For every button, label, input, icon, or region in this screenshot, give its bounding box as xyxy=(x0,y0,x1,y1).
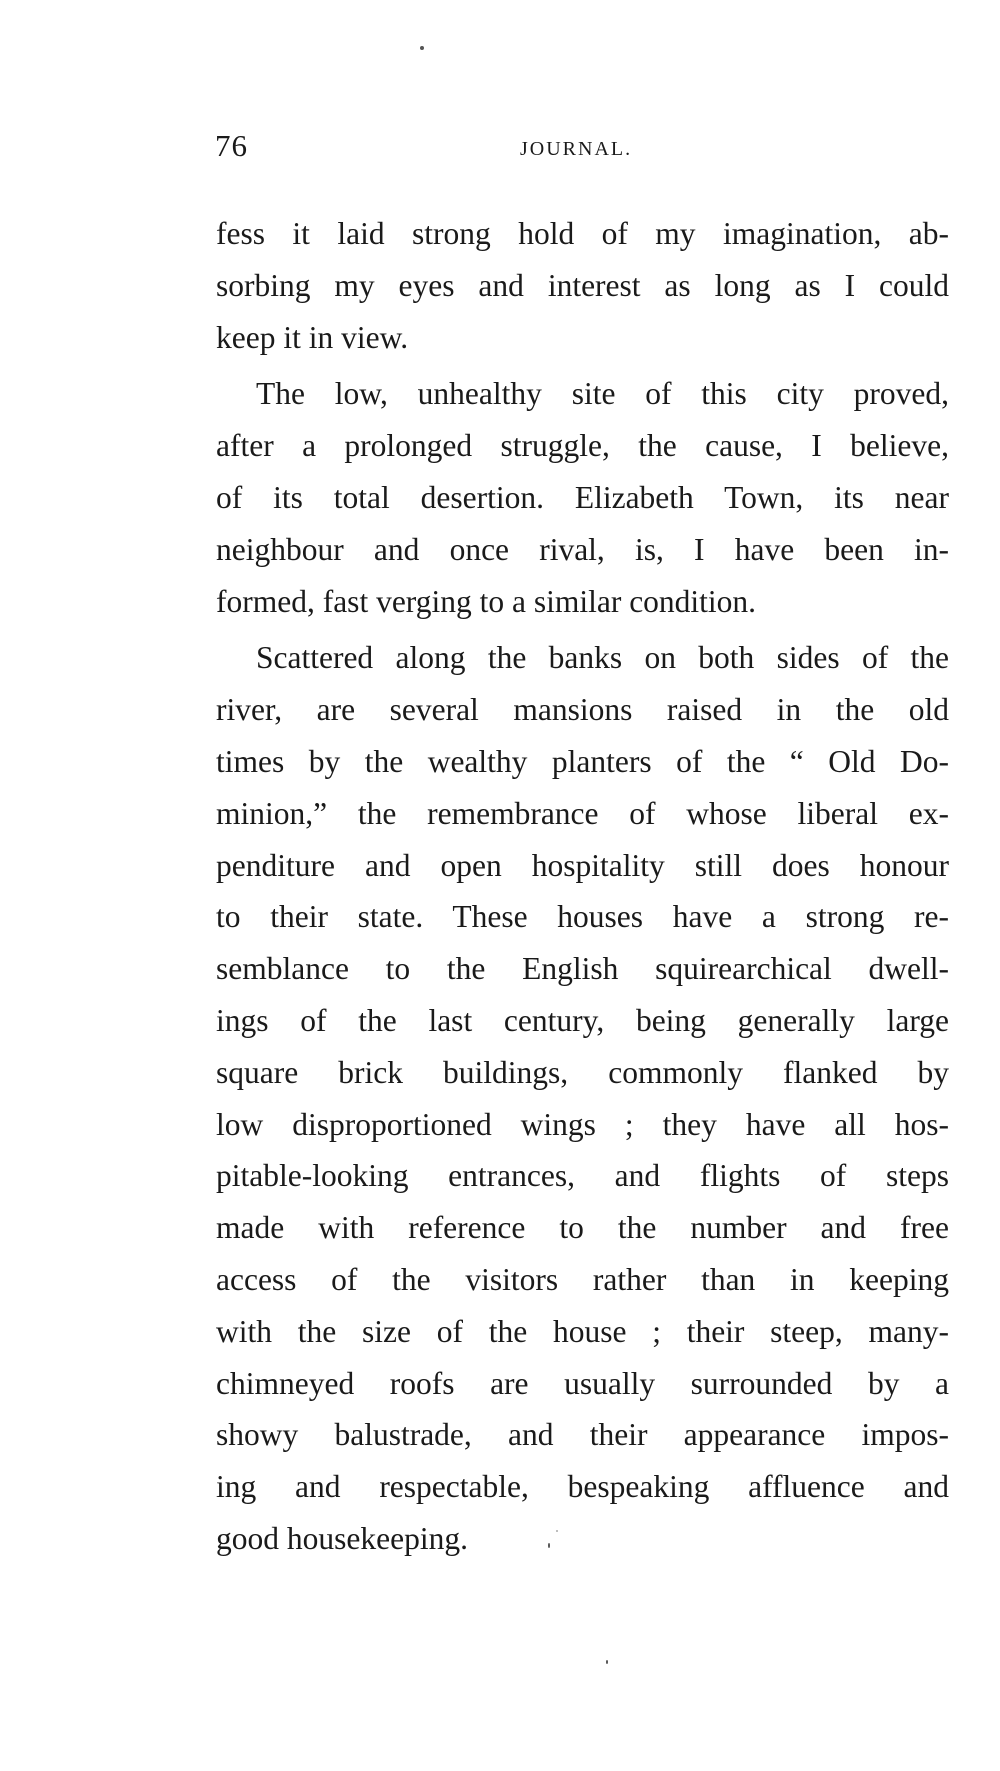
paragraph-1 xyxy=(216,208,949,363)
scan-speck xyxy=(556,1530,558,1532)
scan-speck xyxy=(548,1543,550,1548)
text-line: ings of the last century, being generally large xyxy=(216,1002,949,1038)
text-line: Scattered along the banks on both sides of the xyxy=(256,640,949,676)
body-text xyxy=(216,208,949,1565)
text-line: times by the wealthy planters of the “ Old Do- xyxy=(216,743,949,779)
text-line: of its total desertion. Elizabeth Town, its near xyxy=(216,479,949,515)
text-line: The low, unhealthy site of this city proved, xyxy=(256,376,949,412)
text-line: penditure and open hospitality still does honour xyxy=(216,847,949,883)
text-line: square brick buildings, commonly flanked by xyxy=(216,1054,949,1090)
text-line: with the size of the house ; their steep, many- xyxy=(216,1313,949,1349)
text-line: formed, fast verging to a similar condition. xyxy=(216,583,757,619)
text-line: access of the visitors rather than in keeping xyxy=(216,1261,949,1297)
text-line: ing and respectable, bespeaking affluence and xyxy=(216,1469,949,1505)
text-line: sorbing my eyes and interest as long as I could xyxy=(216,267,949,303)
scan-speck xyxy=(420,46,424,50)
running-title: JOURNAL. xyxy=(520,138,633,160)
page-number: 76 xyxy=(215,128,248,163)
text-line: minion,” the remembrance of whose liberal ex- xyxy=(216,795,949,831)
text-line: pitable-looking entrances, and flights of steps xyxy=(216,1158,949,1194)
text-line: made with reference to the number and free xyxy=(216,1210,949,1246)
text-line: keep it in view. xyxy=(216,319,409,355)
page-header xyxy=(215,128,955,178)
text-line: after a prolonged struggle, the cause, I believe, xyxy=(216,428,949,464)
paragraph-3 xyxy=(216,632,949,1564)
text-line: river, are several mansions raised in the old xyxy=(216,692,949,728)
scan-speck xyxy=(606,1660,608,1664)
text-line: chimneyed roofs are usually surrounded by a xyxy=(216,1365,949,1401)
text-line: good housekeeping. xyxy=(216,1520,468,1556)
text-line: neighbour and once rival, is, I have been in- xyxy=(216,531,949,567)
text-line: semblance to the English squirearchical dwell- xyxy=(216,951,949,987)
text-line: to their state. These houses have a strong re- xyxy=(216,899,949,935)
paragraph-2 xyxy=(216,368,949,627)
text-line: low disproportioned wings ; they have all hos- xyxy=(216,1106,949,1142)
text-line: fess it laid strong hold of my imagination, ab- xyxy=(216,216,949,251)
text-line: showy balustrade, and their appearance impos- xyxy=(216,1417,949,1453)
